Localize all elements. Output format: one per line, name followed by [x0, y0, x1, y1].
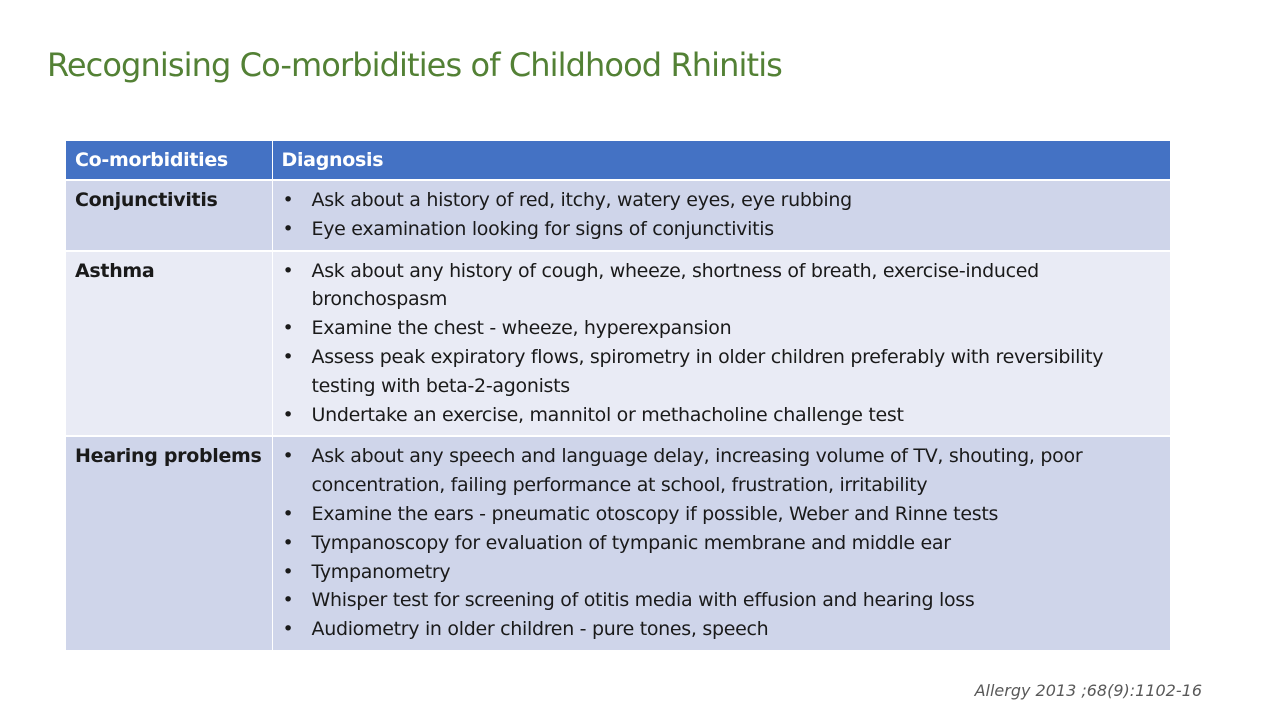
- diagnosis-item: • Audiometry in older children - pure tones, speech: [282, 615, 1162, 644]
- table-row-asthma: [66, 251, 1170, 437]
- diagnosis-list: [282, 186, 1162, 244]
- diagnosis-item: • Tympanoscopy for evaluation of tympanic membrane and middle ear: [282, 529, 1162, 558]
- diagnosis-item: • Assess peak expiratory flows, spirometry in older children preferably with reversibility testing with beta-2-agonists: [282, 343, 1162, 401]
- condition-cell: Conjunctivitis: [66, 180, 272, 251]
- diagnosis-item: • Tympanometry: [282, 558, 1162, 587]
- table-row-conjunctivitis: [66, 180, 1170, 251]
- slide-title: Recognising Co-morbidities of Childhood Rhinitis: [47, 46, 782, 84]
- diagnosis-item: • Examine the ears - pneumatic otoscopy if possible, Weber and Rinne tests: [282, 500, 1162, 529]
- diagnosis-item: • Undertake an exercise, mannitol or methacholine challenge test: [282, 401, 1162, 430]
- comorbidities-table: [66, 141, 1170, 650]
- diagnosis-item: • Ask about a history of red, itchy, watery eyes, eye rubbing: [282, 186, 1162, 215]
- citation: Allergy 2013 ;68(9):1102-16: [974, 681, 1202, 700]
- condition-cell: Asthma: [66, 251, 272, 437]
- header-diagnosis: Diagnosis: [272, 141, 1170, 180]
- header-comorbidities: Co-morbidities: [66, 141, 272, 180]
- comorbidities-table-container: [66, 141, 1170, 650]
- diagnosis-list: [282, 442, 1162, 644]
- diagnosis-item: • Whisper test for screening of otitis media with effusion and hearing loss: [282, 586, 1162, 615]
- diagnosis-item: • Ask about any speech and language delay, increasing volume of TV, shouting, poor concentration, failing performance at school, frustration, irritability: [282, 442, 1162, 500]
- diagnosis-cell: [272, 180, 1170, 251]
- table-header-row: [66, 141, 1170, 180]
- diagnosis-cell: [272, 436, 1170, 650]
- diagnosis-item: • Examine the chest - wheeze, hyperexpansion: [282, 314, 1162, 343]
- diagnosis-cell: [272, 251, 1170, 437]
- diagnosis-item: • Ask about any history of cough, wheeze, shortness of breath, exercise-induced bronchospasm: [282, 257, 1162, 315]
- condition-cell: Hearing problems: [66, 436, 272, 650]
- diagnosis-list: [282, 257, 1162, 430]
- table-row-hearing-problems: [66, 436, 1170, 650]
- diagnosis-item: • Eye examination looking for signs of conjunctivitis: [282, 215, 1162, 244]
